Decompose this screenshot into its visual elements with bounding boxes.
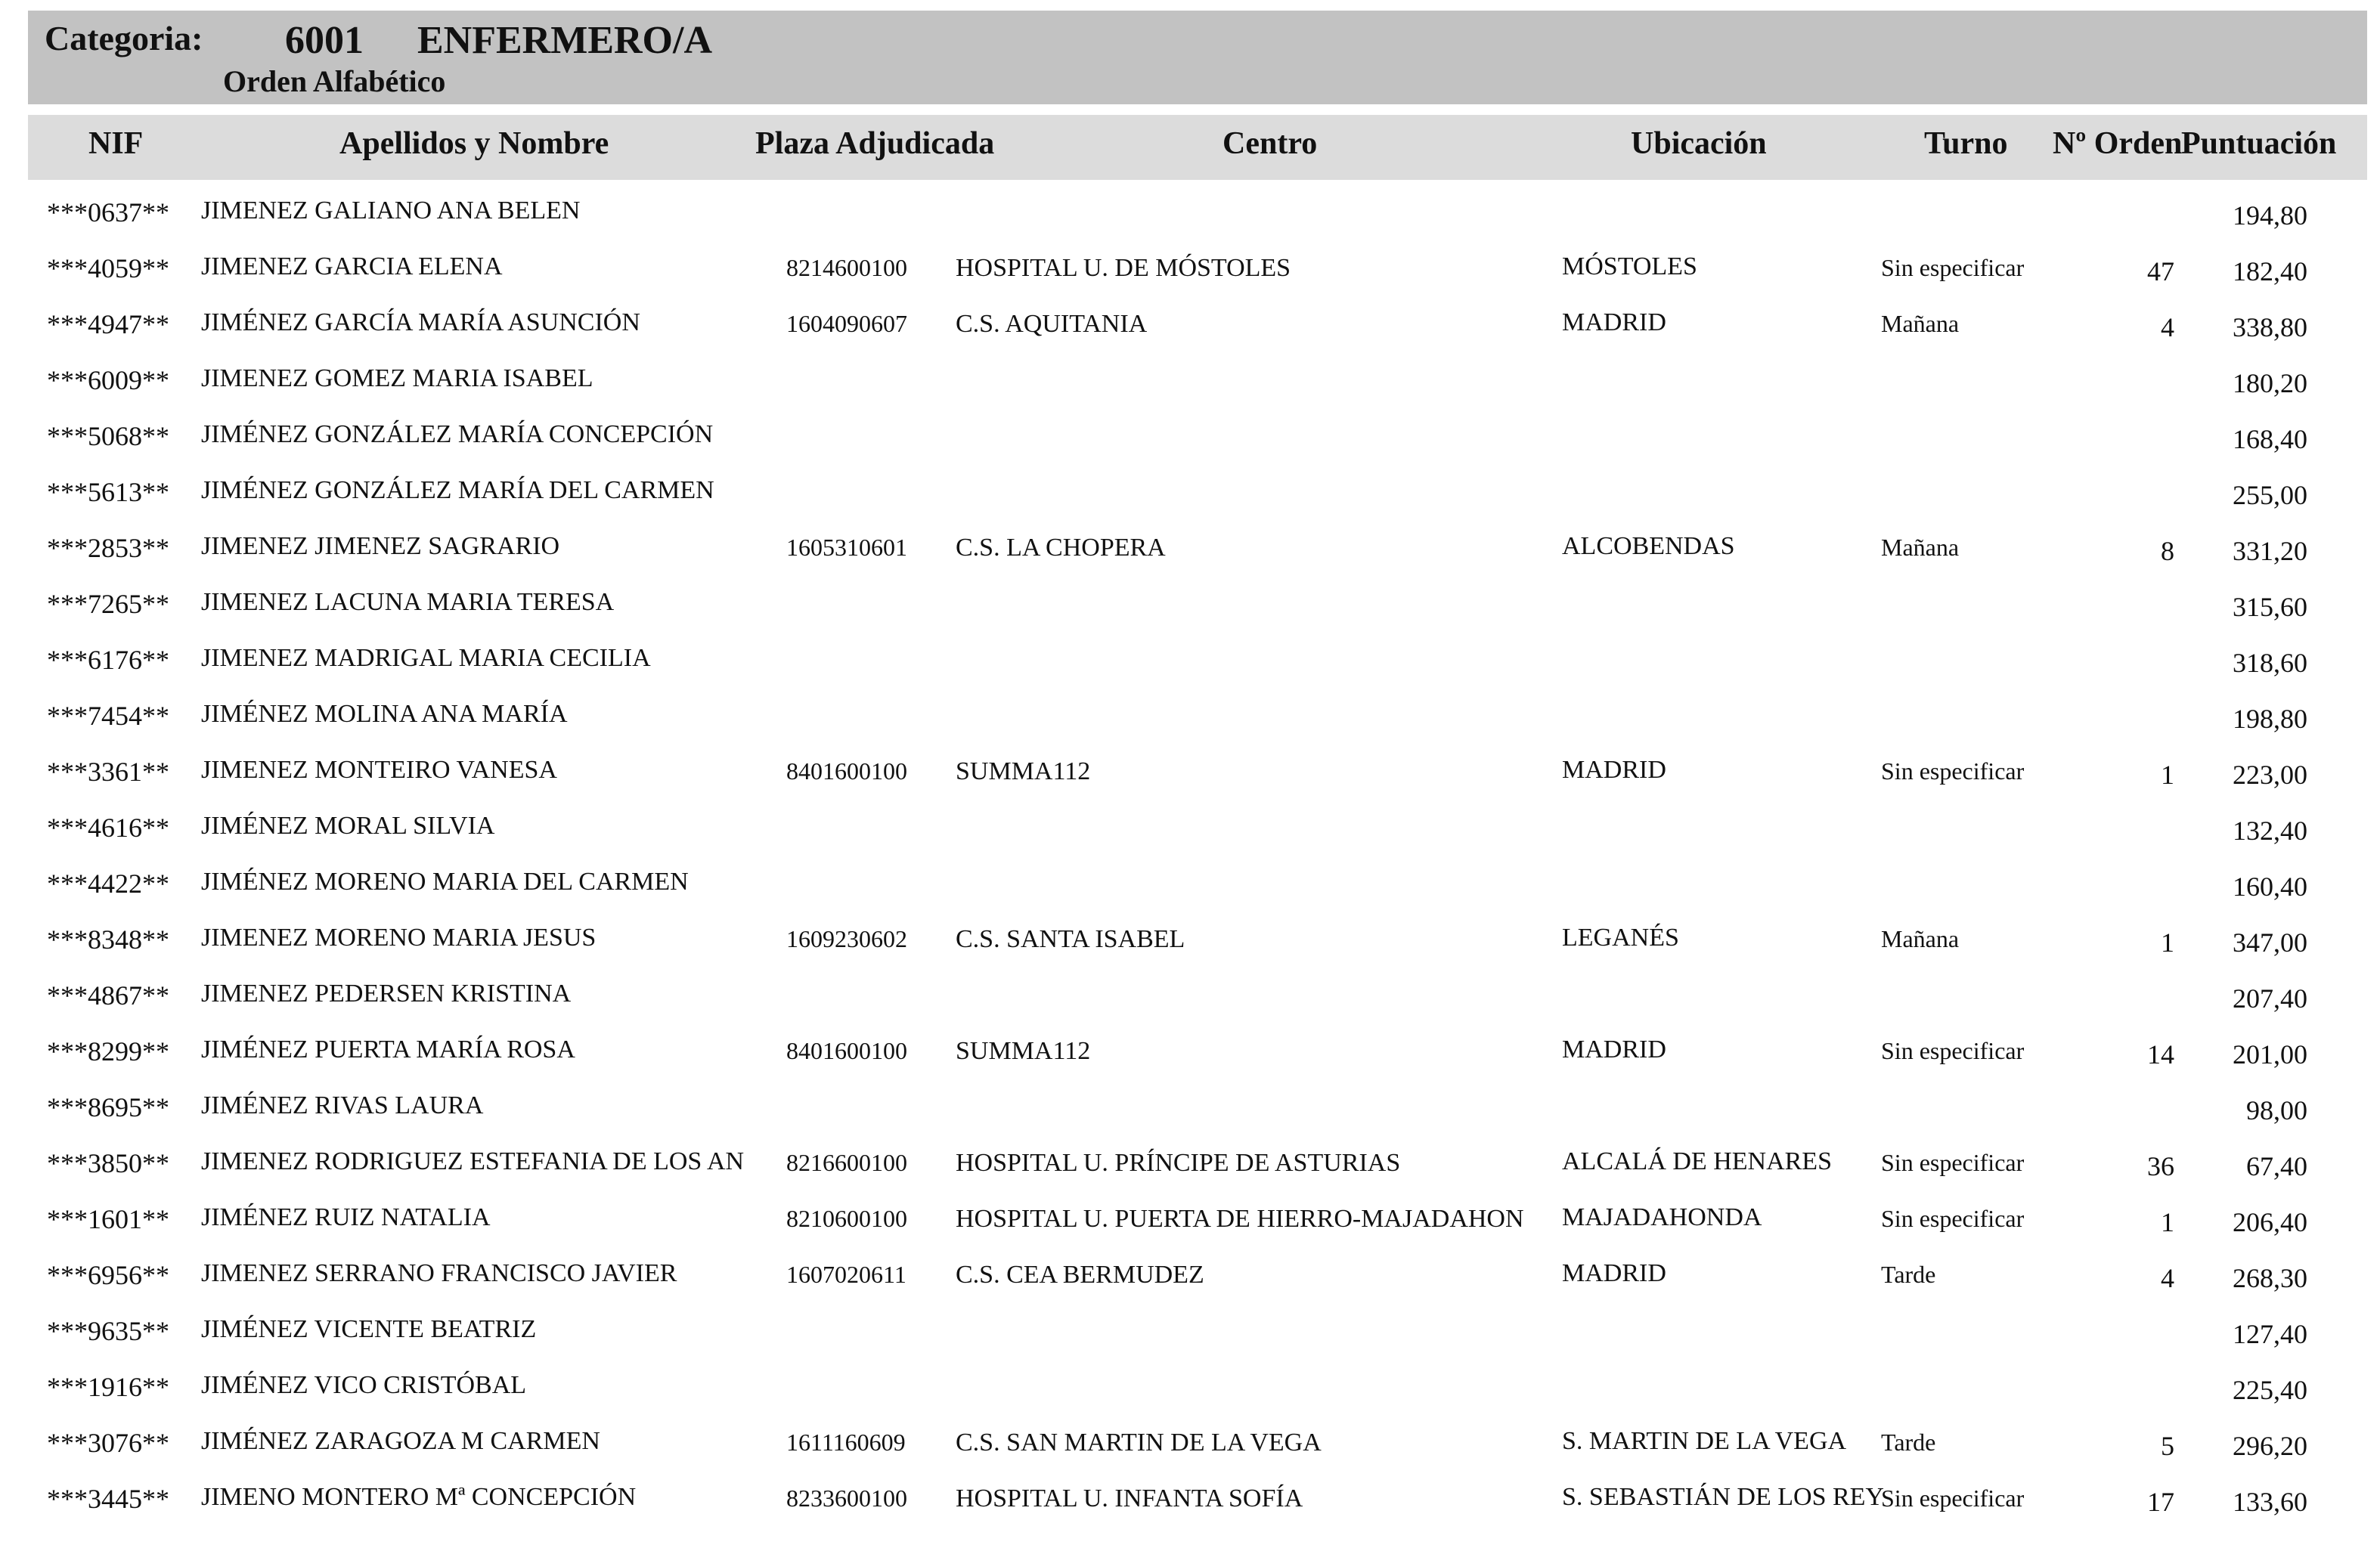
cell-nif: ***6176** xyxy=(47,645,169,675)
cell-turno: Tarde xyxy=(1881,1261,1936,1288)
cell-orden: 4 xyxy=(2161,312,2174,342)
cell-ubicacion: ALCALÁ DE HENARES xyxy=(1562,1147,1832,1175)
table-row xyxy=(0,744,2380,800)
table-header xyxy=(28,115,2367,180)
cell-orden: 1 xyxy=(2161,1207,2174,1237)
cell-turno: Sin especificar xyxy=(1881,1149,2025,1176)
cell-puntuacion: 132,40 xyxy=(2233,816,2307,846)
cell-orden: 17 xyxy=(2147,1487,2174,1517)
cell-puntuacion: 207,40 xyxy=(2233,983,2307,1014)
cell-ubicacion: LEGANÉS xyxy=(1562,924,1679,952)
cell-nif: ***3076** xyxy=(47,1428,169,1458)
cell-nif: ***4059** xyxy=(47,253,169,283)
table-row xyxy=(0,408,2380,464)
cell-puntuacion: 127,40 xyxy=(2233,1319,2307,1349)
table-row xyxy=(0,184,2380,240)
cell-turno: Sin especificar xyxy=(1881,1037,2025,1064)
table-row xyxy=(0,688,2380,744)
header-orden: Nº Orden xyxy=(2053,126,2183,161)
cell-name: JIMENEZ PEDERSEN KRISTINA xyxy=(201,980,572,1008)
cell-nif: ***6956** xyxy=(47,1260,169,1290)
cell-turno: Mañana xyxy=(1881,925,1960,952)
cell-name: JIMENEZ GALIANO ANA BELEN xyxy=(201,197,581,224)
cell-turno: Sin especificar xyxy=(1881,1205,2025,1232)
cell-puntuacion: 160,40 xyxy=(2233,871,2307,902)
cell-puntuacion: 315,60 xyxy=(2233,592,2307,622)
cell-plaza: 1607020611 xyxy=(786,1261,906,1288)
table-row xyxy=(0,912,2380,967)
cell-plaza: 8210600100 xyxy=(786,1205,907,1232)
cell-puntuacion: 194,80 xyxy=(2233,200,2307,231)
cell-orden: 1 xyxy=(2161,760,2174,790)
cell-centro: C.S. SAN MARTIN DE LA VEGA xyxy=(956,1429,1322,1457)
table-row xyxy=(0,1247,2380,1303)
category-header xyxy=(28,11,2367,104)
cell-name: JIMÉNEZ MOLINA ANA MARÍA xyxy=(201,700,568,728)
cell-nif: ***7454** xyxy=(47,701,169,731)
table-row xyxy=(0,1135,2380,1191)
cell-nif: ***5613** xyxy=(47,477,169,507)
category-label: Categoria: xyxy=(45,19,203,57)
table-row xyxy=(0,1359,2380,1415)
cell-name: JIMÉNEZ PUERTA MARÍA ROSA xyxy=(201,1036,575,1063)
cell-ubicacion: MADRID xyxy=(1562,1036,1666,1063)
cell-plaza: 1611160609 xyxy=(786,1429,906,1456)
table-row xyxy=(0,1471,2380,1527)
table-row xyxy=(0,520,2380,576)
cell-puntuacion: 168,40 xyxy=(2233,424,2307,454)
cell-ubicacion: MAJADAHONDA xyxy=(1562,1203,1762,1231)
cell-name: JIMÉNEZ GONZÁLEZ MARÍA CONCEPCIÓN xyxy=(201,420,714,448)
header-plaza: Plaza Adjudicada xyxy=(755,126,995,161)
cell-name: JIMÉNEZ VICENTE BEATRIZ xyxy=(201,1315,537,1343)
cell-nif: ***1916** xyxy=(47,1372,169,1402)
cell-ubicacion: S. MARTIN DE LA VEGA xyxy=(1562,1427,1847,1455)
table-row xyxy=(0,800,2380,856)
cell-centro: SUMMA112 xyxy=(956,757,1091,785)
table-row xyxy=(0,296,2380,352)
results-table-body xyxy=(0,184,2380,1527)
cell-turno: Sin especificar xyxy=(1881,254,2025,281)
cell-orden: 47 xyxy=(2147,256,2174,286)
cell-name: JIMENEZ RODRIGUEZ ESTEFANIA DE LOS AN xyxy=(201,1147,745,1175)
header-nif: NIF xyxy=(88,126,144,161)
cell-name: JIMENEZ GOMEZ MARIA ISABEL xyxy=(201,364,593,392)
cell-plaza: 1605310601 xyxy=(786,534,907,561)
cell-name: JIMÉNEZ GONZÁLEZ MARÍA DEL CARMEN xyxy=(201,476,714,504)
cell-ubicacion: S. SEBASTIÁN DE LOS REY xyxy=(1562,1483,1884,1511)
cell-nif: ***0637** xyxy=(47,197,169,228)
cell-ubicacion: MADRID xyxy=(1562,1259,1666,1287)
cell-nif: ***5068** xyxy=(47,421,169,451)
cell-turno: Mañana xyxy=(1881,310,1960,337)
cell-puntuacion: 268,30 xyxy=(2233,1263,2307,1293)
cell-name: JIMÉNEZ GARCÍA MARÍA ASUNCIÓN xyxy=(201,308,640,336)
cell-puntuacion: 331,20 xyxy=(2233,536,2307,566)
cell-nif: ***4422** xyxy=(47,868,169,899)
cell-nif: ***1601** xyxy=(47,1204,169,1234)
cell-nif: ***3361** xyxy=(47,757,169,787)
cell-turno: Mañana xyxy=(1881,534,1960,561)
cell-ubicacion: MADRID xyxy=(1562,756,1666,784)
cell-name: JIMÉNEZ RIVAS LAURA xyxy=(201,1091,484,1119)
cell-plaza: 8216600100 xyxy=(786,1149,907,1176)
cell-name: JIMENO MONTERO Mª CONCEPCIÓN xyxy=(201,1483,637,1511)
cell-puntuacion: 98,00 xyxy=(2246,1095,2307,1125)
cell-puntuacion: 318,60 xyxy=(2233,648,2307,678)
cell-nif: ***8299** xyxy=(47,1036,169,1067)
cell-nif: ***4947** xyxy=(47,309,169,339)
cell-plaza: 8233600100 xyxy=(786,1484,907,1512)
cell-orden: 36 xyxy=(2147,1151,2174,1181)
cell-puntuacion: 67,40 xyxy=(2246,1151,2307,1181)
cell-ubicacion: MADRID xyxy=(1562,308,1666,336)
cell-name: JIMÉNEZ MORAL SILVIA xyxy=(201,812,495,840)
cell-plaza: 1604090607 xyxy=(786,310,907,337)
cell-nif: ***2853** xyxy=(47,533,169,563)
table-row xyxy=(0,1023,2380,1079)
cell-name: JIMÉNEZ ZARAGOZA M CARMEN xyxy=(201,1427,600,1455)
cell-name: JIMÉNEZ VICO CRISTÓBAL xyxy=(201,1371,527,1399)
category-name: ENFERMERO/A xyxy=(417,19,712,62)
header-ubicacion: Ubicación xyxy=(1631,126,1767,161)
cell-name: JIMENEZ MONTEIRO VANESA xyxy=(201,756,557,784)
cell-puntuacion: 198,80 xyxy=(2233,704,2307,734)
cell-plaza: 1609230602 xyxy=(786,925,907,952)
cell-plaza: 8214600100 xyxy=(786,254,907,281)
cell-puntuacion: 223,00 xyxy=(2233,760,2307,790)
table-row xyxy=(0,1079,2380,1135)
header-name: Apellidos y Nombre xyxy=(339,126,609,161)
table-row xyxy=(0,856,2380,912)
cell-nif: ***4867** xyxy=(47,980,169,1011)
cell-puntuacion: 296,20 xyxy=(2233,1431,2307,1461)
table-row xyxy=(0,576,2380,632)
cell-centro: HOSPITAL U. INFANTA SOFÍA xyxy=(956,1484,1303,1512)
cell-nif: ***8348** xyxy=(47,924,169,955)
sort-order-label: Orden Alfabético xyxy=(223,64,446,98)
cell-name: JIMENEZ GARCIA ELENA xyxy=(201,252,503,280)
cell-orden: 5 xyxy=(2161,1431,2174,1461)
cell-nif: ***4616** xyxy=(47,813,169,843)
cell-puntuacion: 201,00 xyxy=(2233,1039,2307,1070)
table-row xyxy=(0,352,2380,408)
cell-name: JIMENEZ MORENO MARIA JESUS xyxy=(201,924,597,952)
cell-nif: ***7265** xyxy=(47,589,169,619)
cell-centro: C.S. CEA BERMUDEZ xyxy=(956,1261,1204,1289)
cell-name: JIMENEZ MADRIGAL MARIA CECILIA xyxy=(201,644,651,672)
cell-plaza: 8401600100 xyxy=(786,757,907,785)
table-row xyxy=(0,464,2380,520)
cell-puntuacion: 338,80 xyxy=(2233,312,2307,342)
cell-plaza: 8401600100 xyxy=(786,1037,907,1064)
cell-centro: HOSPITAL U. DE MÓSTOLES xyxy=(956,254,1291,282)
cell-centro: SUMMA112 xyxy=(956,1037,1091,1065)
header-puntuacion: Puntuación xyxy=(2181,126,2337,161)
cell-centro: C.S. AQUITANIA xyxy=(956,310,1148,338)
cell-puntuacion: 133,60 xyxy=(2233,1487,2307,1517)
cell-ubicacion: ALCOBENDAS xyxy=(1562,532,1735,560)
table-row xyxy=(0,967,2380,1023)
cell-name: JIMENEZ LACUNA MARIA TERESA xyxy=(201,588,615,616)
cell-orden: 8 xyxy=(2161,536,2174,566)
cell-name: JIMÉNEZ MORENO MARIA DEL CARMEN xyxy=(201,868,689,896)
cell-puntuacion: 347,00 xyxy=(2233,927,2307,958)
cell-turno: Tarde xyxy=(1881,1429,1936,1456)
table-row xyxy=(0,1191,2380,1247)
cell-ubicacion: MÓSTOLES xyxy=(1562,252,1697,280)
cell-turno: Sin especificar xyxy=(1881,1484,2025,1512)
table-row xyxy=(0,632,2380,688)
cell-puntuacion: 206,40 xyxy=(2233,1207,2307,1237)
cell-nif: ***8695** xyxy=(47,1092,169,1122)
cell-name: JIMENEZ JIMENEZ SAGRARIO xyxy=(201,532,560,560)
header-centro: Centro xyxy=(1223,126,1318,161)
cell-nif: ***6009** xyxy=(47,365,169,395)
cell-orden: 14 xyxy=(2147,1039,2174,1070)
cell-centro: C.S. SANTA ISABEL xyxy=(956,925,1185,953)
cell-centro: HOSPITAL U. PUERTA DE HIERRO-MAJADAHON xyxy=(956,1205,1524,1233)
cell-nif: ***3850** xyxy=(47,1148,169,1178)
cell-nif: ***3445** xyxy=(47,1484,169,1514)
cell-puntuacion: 182,40 xyxy=(2233,256,2307,286)
table-row xyxy=(0,1303,2380,1359)
table-row xyxy=(0,1415,2380,1471)
cell-puntuacion: 255,00 xyxy=(2233,480,2307,510)
cell-orden: 4 xyxy=(2161,1263,2174,1293)
cell-centro: HOSPITAL U. PRÍNCIPE DE ASTURIAS xyxy=(956,1149,1401,1177)
cell-name: JIMENEZ SERRANO FRANCISCO JAVIER xyxy=(201,1259,677,1287)
cell-nif: ***9635** xyxy=(47,1316,169,1346)
cell-puntuacion: 225,40 xyxy=(2233,1375,2307,1405)
cell-name: JIMÉNEZ RUIZ NATALIA xyxy=(201,1203,491,1231)
cell-orden: 1 xyxy=(2161,927,2174,958)
table-row xyxy=(0,240,2380,296)
header-turno: Turno xyxy=(1924,126,2008,161)
cell-centro: C.S. LA CHOPERA xyxy=(956,534,1166,562)
category-code: 6001 xyxy=(285,19,364,62)
cell-puntuacion: 180,20 xyxy=(2233,368,2307,398)
cell-turno: Sin especificar xyxy=(1881,757,2025,785)
